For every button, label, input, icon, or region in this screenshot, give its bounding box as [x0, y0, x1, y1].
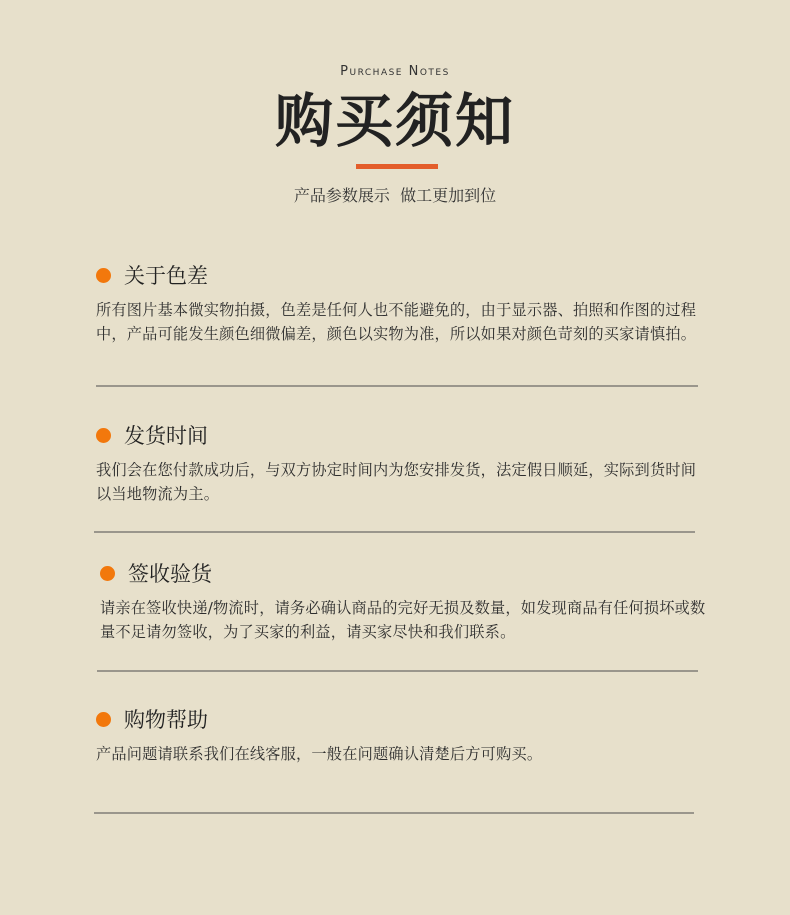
- section-header: [96, 260, 702, 290]
- section-title: 发货时间: [124, 424, 208, 448]
- section-body: 请亲在签收快递/物流时，请务必确认商品的完好无损及数量，如发现商品有任何损坏或数量不足请勿签收，为了买家的利益，请买家尽快和我们联系。: [100, 599, 706, 641]
- section-header: [96, 420, 702, 450]
- section-body: 产品问题请联系我们在线客服，一般在问题确认清楚后方可购买。: [96, 745, 543, 763]
- section-color-difference: [96, 260, 702, 346]
- section-header: [96, 704, 702, 734]
- section-divider: [97, 670, 698, 672]
- section-title: 购物帮助: [124, 708, 208, 732]
- title-underline: [356, 164, 438, 169]
- section-body: 所有图片基本微实物拍摄，色差是任何人也不能避免的，由于显示器、拍照和作图的过程中，产品可能发生颜色细微偏差，颜色以实物为准，所以如果对颜色苛刻的买家请慎拍。: [96, 301, 697, 343]
- bullet-dot-icon: [96, 712, 111, 727]
- section-body: 我们会在您付款成功后，与双方协定时间内为您安排发货，法定假日顺延，实际到货时间以当地物流为主。: [96, 461, 697, 503]
- section-title: 关于色差: [124, 264, 208, 288]
- bullet-dot-icon: [100, 566, 115, 581]
- section-title: 签收验货: [128, 562, 212, 586]
- section-shipping-time: [96, 420, 702, 506]
- page-title: 购买须知: [274, 87, 515, 155]
- section-divider: [96, 385, 698, 387]
- section-divider: [94, 812, 694, 814]
- bullet-dot-icon: [96, 268, 111, 283]
- bullet-dot-icon: [96, 428, 111, 443]
- section-shopping-help: [96, 704, 702, 766]
- section-receipt-inspection: [100, 558, 706, 644]
- section-header: [100, 558, 706, 588]
- section-divider: [94, 531, 695, 533]
- eyebrow-label: Purchase Notes: [340, 64, 450, 79]
- page-subtitle: 产品参数展示 做工更加到位: [293, 186, 497, 205]
